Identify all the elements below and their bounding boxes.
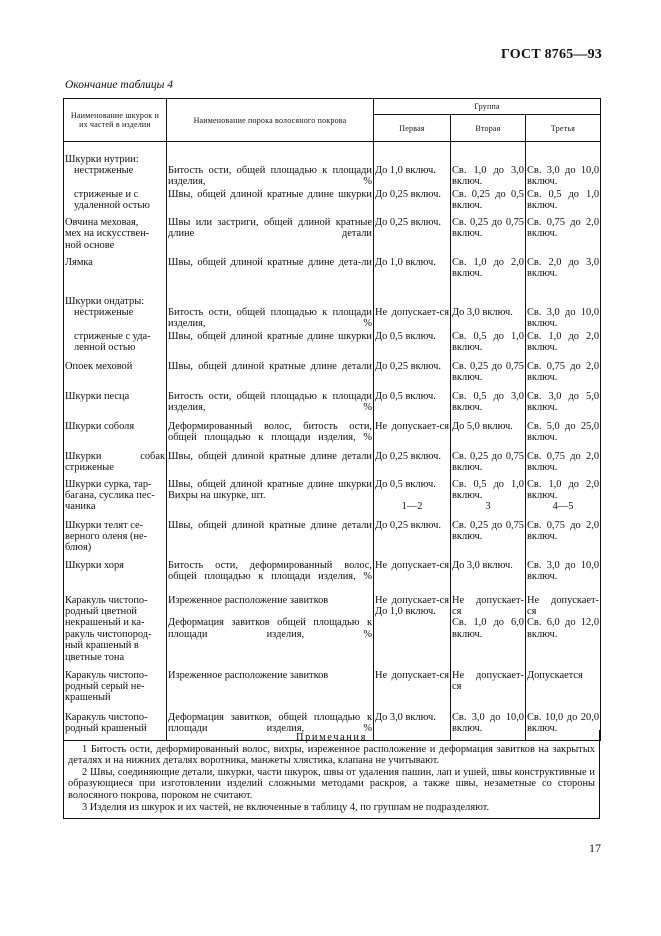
group-second-value: Св. 3,0 до 10,0 включ.	[451, 711, 526, 741]
group-first-value: До 1,0 включ.	[374, 256, 451, 286]
item-name: Шкурки песца	[64, 390, 167, 420]
table-row	[64, 420, 601, 450]
group-first-value: Не допускает-ся	[374, 669, 451, 711]
table-row	[64, 478, 601, 519]
defect-name: Деформированный волос, битость ости, общей площадью к площади изделия, %	[167, 420, 374, 450]
defect-name: Изреженное расположение завитков	[167, 669, 374, 711]
group-second-value: До 3,0 включ.	[451, 559, 526, 594]
table-caption: Окончание таблицы 4	[65, 79, 173, 91]
group-second-value: Св. 0,25 до 0,75 включ.	[451, 519, 526, 559]
item-name: Овчина меховая, мех на искусствен- ной основе	[64, 216, 167, 256]
header-group-first: Первая	[374, 115, 451, 142]
defect-name: Швы, общей длиной кратные длине дета-ли	[167, 256, 374, 286]
group-second-value: Св. 1,0 до 3,0 включ.	[451, 142, 526, 188]
group-second-value: Св. 0,5 до 1,0 включ. 3	[451, 478, 526, 519]
defect-name: Швы, общей длиной кратные длине шкурки Вихры на шкурке, шт.	[167, 478, 374, 519]
group-first-value: Не допускает-ся	[374, 420, 451, 450]
group-first-value: До 0,25 включ.	[374, 188, 451, 216]
item-name: Каракуль чистопо- родный крашеный	[64, 711, 167, 741]
item-name: Каракуль чистопо- родный цветной некрашеный и ка- ракуль чистопород- ный крашеный в цветные тона	[64, 594, 167, 669]
group-first-value: Не допускает-ся До 1,0 включ.	[374, 594, 451, 669]
group-third-value: Св. 1,0 до 2,0 включ.	[526, 330, 601, 360]
table-row	[64, 669, 601, 711]
table-row	[64, 330, 601, 360]
group-third-value: Св. 3,0 до 10,0 включ.	[526, 142, 601, 188]
group-third-value: Не допускает-ся Св. 6,0 до 12,0 включ.	[526, 594, 601, 669]
group-first-value: До 3,0 включ.	[374, 711, 451, 741]
note-item: 3 Изделия из шкурок и их частей, не включенные в таблицу 4, по группам не подразделяют.	[82, 801, 490, 813]
defect-name: Битость ости, общей площадью к площади изделия, %	[167, 286, 374, 330]
group-second-value: До 3,0 включ.	[451, 286, 526, 330]
defect-name: Битость ости, общей площадью к площади изделия, %	[167, 142, 374, 188]
defect-name: Изреженное расположение завитков Деформация завитков общей площадью к площади изделия, %	[167, 594, 374, 669]
item-name: Шкурки собак стриженые	[64, 450, 167, 478]
item-name: Шкурки сурка, тар- багана, суслика пес- чаника	[64, 478, 167, 519]
table-row	[64, 559, 601, 594]
group-second-value: Св. 1,0 до 2,0 включ.	[451, 256, 526, 286]
group-first-value: Не допускает-ся	[374, 286, 451, 330]
notes-box	[63, 730, 600, 819]
group-third-value: Св. 0,75 до 2,0 включ.	[526, 216, 601, 256]
group-first-value: До 0,5 включ.	[374, 390, 451, 420]
group-second-value: Св. 0,25 до 0,75 включ.	[451, 360, 526, 390]
header-group-second: Вторая	[451, 115, 526, 142]
group-third-value: Св. 3,0 до 5,0 включ.	[526, 390, 601, 420]
table-row	[64, 286, 601, 330]
defect-name: Швы, общей длиной кратные длине детали	[167, 519, 374, 559]
group-first-value: До 1,0 включ.	[374, 142, 451, 188]
group-third-value: Св. 3,0 до 10,0 включ.	[526, 286, 601, 330]
item-name: Каракуль чистопо- родный серый не- крашеный	[64, 669, 167, 711]
group-second-value: Св. 0,25 до 0,75 включ.	[451, 450, 526, 478]
group-second-value: Не допускает-ся	[451, 669, 526, 711]
group-first-value: До 0,5 включ.	[374, 330, 451, 360]
defect-name: Швы, общей длиной кратные длине шкурки	[167, 330, 374, 360]
defect-name: Деформация завитков, общей площадью к площади изделия, %	[167, 711, 374, 741]
group-first-value: До 0,25 включ.	[374, 216, 451, 256]
header-item: Наименование шкурок и их частей в изделии	[64, 99, 167, 142]
item-name: Шкурки нутрии: нестриженые	[64, 142, 167, 188]
group-first-value: До 0,25 включ.	[374, 360, 451, 390]
table-row	[64, 594, 601, 669]
item-name: Шкурки телят се- верного оленя (не- блюя)	[64, 519, 167, 559]
table-row	[64, 188, 601, 216]
group-third-value: Св. 1,0 до 2,0 включ. 4—5	[526, 478, 601, 519]
item-name: Лямка	[64, 256, 167, 286]
group-third-value: Св. 0,75 до 2,0 включ.	[526, 450, 601, 478]
header-group-third: Третья	[526, 115, 601, 142]
group-third-value: Св. 0,75 до 2,0 включ.	[526, 360, 601, 390]
header-group: Группа	[374, 99, 601, 115]
group-second-value: До 5,0 включ.	[451, 420, 526, 450]
item-name: Шкурки соболя	[64, 420, 167, 450]
group-second-value: Св. 0,25 до 0,75 включ.	[451, 216, 526, 256]
group-second-value: Св. 0,5 до 1,0 включ.	[451, 330, 526, 360]
group-third-value: Св. 10,0 до 20,0 включ.	[526, 711, 601, 741]
defect-name: Битость ости, общей площадью к площади изделия, %	[167, 390, 374, 420]
group-third-value: Св. 5,0 до 25,0 включ.	[526, 420, 601, 450]
header-defect: Наименование порока волосяного покрова	[167, 99, 374, 142]
note-item: 1 Битость ости, деформированный волос, вихры, изреженное расположение и деформация завитков на закрытых деталях и на нижних деталях воротника, манжеты хлястика, клапана не учитывают.	[68, 743, 595, 767]
defect-name: Швы или застриги, общей длиной кратные длине детали	[167, 216, 374, 256]
group-third-value: Св. 2,0 до 3,0 включ.	[526, 256, 601, 286]
item-name: стриженые и с удаленной остью	[64, 188, 167, 216]
group-third-value: Св. 0,5 до 1,0 включ.	[526, 188, 601, 216]
group-second-value: Св. 0,5 до 3,0 включ.	[451, 390, 526, 420]
defect-name: Швы, общей длиной кратные длине детали	[167, 450, 374, 478]
group-third-value: Допускается	[526, 669, 601, 711]
defect-name: Битость ости, деформированный волос, общей площадью к площади изделия, %	[167, 559, 374, 594]
standard-code: ГОСТ 8765—93	[501, 47, 602, 62]
group-first-value: Не допускает-ся	[374, 559, 451, 594]
table-row	[64, 360, 601, 390]
table-row	[64, 256, 601, 286]
group-second-value: Не допускает-ся Св. 1,0 до 6,0 включ.	[451, 594, 526, 669]
page-number: 17	[589, 841, 601, 855]
item-name: Шкурки хоря	[64, 559, 167, 594]
notes-title: Примечания	[296, 732, 367, 743]
item-name: Опоек меховой	[64, 360, 167, 390]
item-name: Шкурки ондатры: нестриженые	[64, 286, 167, 330]
defect-name: Швы, общей длиной кратные длине детали	[167, 360, 374, 390]
item-name: стриженые с уда- ленной остью	[64, 330, 167, 360]
group-third-value: Св. 0,75 до 2,0 включ.	[526, 519, 601, 559]
table-row	[64, 390, 601, 420]
table-row	[64, 519, 601, 559]
group-first-value: До 0,25 включ.	[374, 519, 451, 559]
table-row	[64, 450, 601, 478]
note-item: 2 Швы, соединяющие детали, шкурки, части шкурок, швы от удаления пашин, лап и ушей, швы конструктивные и образующиеся при изготовлении изделий сложными методами раскроя, а также швы, незаметные со стороны волосяного покрова, пороком не считают.	[68, 766, 595, 801]
group-third-value: Св. 3,0 до 10,0 включ.	[526, 559, 601, 594]
defect-name: Швы, общей длиной кратные длине шкурки	[167, 188, 374, 216]
table-row	[64, 216, 601, 256]
group-first-value: До 0,5 включ. 1—2	[374, 478, 451, 519]
group-first-value: До 0,25 включ.	[374, 450, 451, 478]
defects-table	[63, 98, 601, 741]
group-second-value: Св. 0,25 до 0,5 включ.	[451, 188, 526, 216]
table-row	[64, 142, 601, 188]
